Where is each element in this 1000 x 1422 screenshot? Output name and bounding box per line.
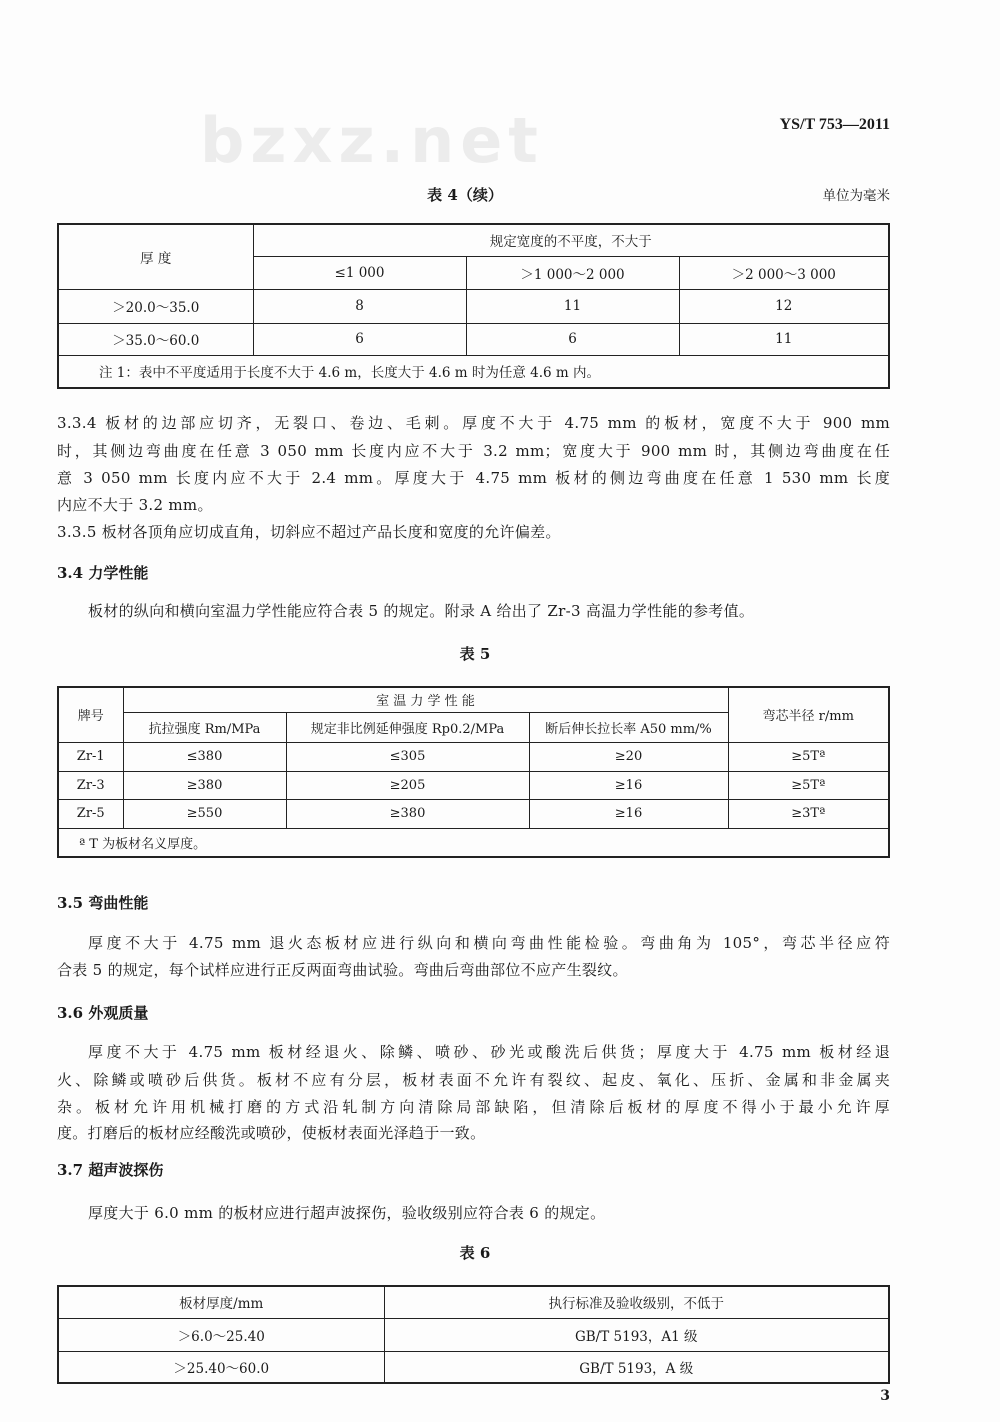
cell: GB/T 5193，A1 级 [384,1318,889,1351]
cell: Zr-1 [58,742,123,771]
standard-number: YS/T 753—2011 [779,116,890,133]
paragraph-line: 度。打磨后的板材应经酸洗或喷砂，使板材表面光泽趋于一致。 [57,1124,486,1142]
section-heading: 3.6 外观质量 [57,1004,149,1022]
sub-header: 规定非比例延伸强度 Rp0.2/MPa [286,712,529,742]
group-header: 规定宽度的不平度，不大于 [253,224,889,256]
cell: ≥550 [123,799,286,828]
watermark: bzxz.net [200,104,544,177]
cell: ＞6.0～25.40 [58,1318,384,1351]
sub-header: ≤1 000 [253,256,466,289]
table-note: ª T 为板材名义厚度。 [58,828,889,857]
col-header: 弯芯半径 r/mm [728,687,889,742]
table-row [58,323,889,355]
sub-header: 抗拉强度 Rm/MPa [123,712,286,742]
cell: 8 [253,289,466,323]
col-header: 牌号 [58,687,123,742]
table5-caption: 表 5 [459,645,491,663]
cell: ＞20.0～35.0 [58,289,253,323]
sub-header: 断后伸长拉长率 A50 mm/% [529,712,728,742]
section-heading: 3.4 力学性能 [57,564,149,582]
paragraph-line: 杂。板材允许用机械打磨的方式沿轧制方向清除局部缺陷，但清除后板材的厚度不得小于最小允许厚 [57,1098,890,1116]
cell: ≥205 [286,771,529,799]
paragraph-line: 时，其侧边弯曲度在任意 3 050 mm 长度内应不大于 3.2 mm；宽度大于 900 mm 时，其侧边弯曲度在任 [57,442,890,460]
paragraph-line: 火、除鳞或喷砂后供货。板材不应有分层，板材表面不允许有裂纹、起皮、氧化、压折、金属和非金属夹 [57,1071,890,1089]
page-number: 3 [880,1388,890,1404]
cell: 12 [679,289,889,323]
table-4 [57,223,890,389]
table-row [58,771,889,799]
table-note: 注 1：表中不平度适用于长度不大于 4.6 m，长度大于 4.6 m 时为任意 4.6 m 内。 [58,355,889,388]
paragraph-line: 合表 5 的规定，每个试样应进行正反两面弯曲试验。弯曲后弯曲部位不应产生裂纹。 [57,961,628,979]
cell: ≥16 [529,771,728,799]
cell: Zr-3 [58,771,123,799]
table-6 [57,1285,890,1384]
paragraph-line: 厚度不大于 4.75 mm 退火态板材应进行纵向和横向弯曲性能检验。弯曲角为 105°，弯芯半径应符 [88,934,890,952]
cell: 6 [253,323,466,355]
sub-header: ＞2 000～3 000 [679,256,889,289]
cell: ≥16 [529,799,728,828]
table-row [58,1351,889,1383]
cell: 11 [679,323,889,355]
table-row [58,742,889,771]
cell: ≥380 [123,771,286,799]
table-row [58,1318,889,1351]
group-header: 室 温 力 学 性 能 [123,687,728,712]
table-row [58,289,889,323]
paragraph-line: 板材的纵向和横向室温力学性能应符合表 5 的规定。附录 A 给出了 Zr-3 高温力学性能的参考值。 [88,602,755,620]
sub-header: ＞1 000～2 000 [466,256,679,289]
cell: ＞35.0～60.0 [58,323,253,355]
cell: ＞25.40～60.0 [58,1351,384,1383]
section-heading: 3.5 弯曲性能 [57,894,149,912]
section-heading: 3.7 超声波探伤 [57,1161,164,1179]
cell: ≤380 [123,742,286,771]
paragraph-line: 意 3 050 mm 长度内应不大于 2.4 mm。厚度大于 4.75 mm 板材的侧边弯曲度在任意 1 530 mm 长度 [57,469,890,487]
col-header: 厚 度 [58,224,253,289]
paragraph-line: 3.3.5 板材各顶角应切成直角，切斜应不超过产品长度和宽度的允许偏差。 [57,523,561,541]
cell: GB/T 5193，A 级 [384,1351,889,1383]
paragraph-line: 内应不大于 3.2 mm。 [57,496,213,514]
paragraph-line: 厚度不大于 4.75 mm 板材经退火、除鳞、喷砂、砂光或酸洗后供货；厚度大于 4.75 mm 板材经退 [88,1043,890,1061]
paragraph-line: 3.3.4 板材的边部应切齐，无裂口、卷边、毛刺。厚度不大于 4.75 mm 的板材，宽度不大于 900 mm [57,414,890,432]
cell: ≥3Tª [728,799,889,828]
cell: ≤305 [286,742,529,771]
unit-label: 单位为毫米 [822,188,890,204]
table-row [58,799,889,828]
cell: ≥20 [529,742,728,771]
table4-caption: 表 4（续） [427,186,503,204]
cell: ≥5Tª [728,771,889,799]
cell: 6 [466,323,679,355]
paragraph-line: 厚度大于 6.0 mm 的板材应进行超声波探伤，验收级别应符合表 6 的规定。 [88,1204,606,1222]
cell: Zr-5 [58,799,123,828]
table6-caption: 表 6 [459,1244,491,1262]
cell: ≥380 [286,799,529,828]
col-header: 板材厚度/mm [58,1286,384,1318]
cell: ≥5Tª [728,742,889,771]
cell: 11 [466,289,679,323]
table-5 [57,686,890,858]
col-header: 执行标准及验收级别，不低于 [384,1286,889,1318]
